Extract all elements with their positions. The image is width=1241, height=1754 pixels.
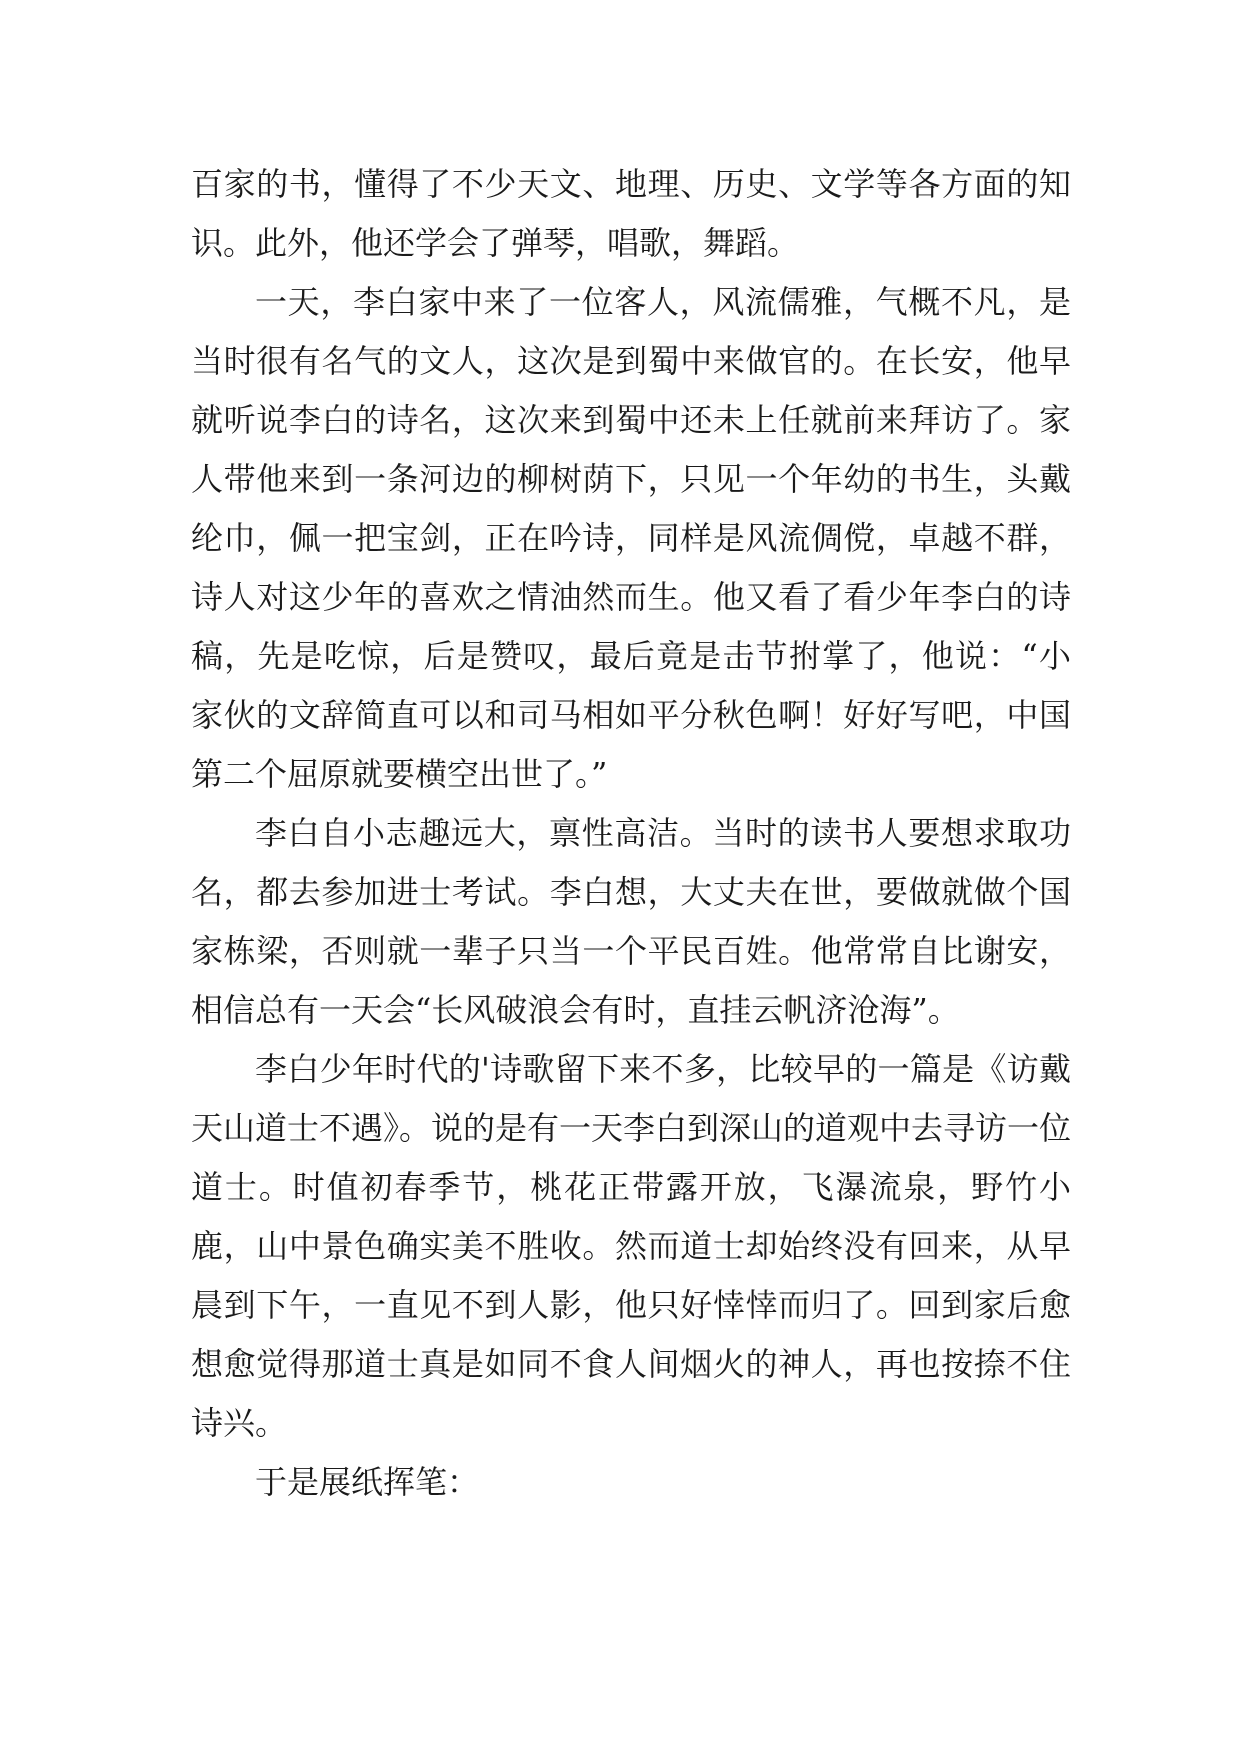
paragraph-3: 李白自小志趣远大，禀性高洁。当时的读书人要想求取功名，都去参加进士考试。李白想，大丈夫在世，要做就做个国家栋梁，否则就一辈子只当一个平民百姓。他常常自比谢安，相信总有一天会“长风破浪会有时，直挂云帆济沧海”。 bbox=[191, 814, 1071, 1029]
paragraph-4: 李白少年时代的'诗歌留下来不多，比较早的一篇是《访戴天山道士不遇》。说的是有一天李白到深山的道观中去寻访一位道士。时值初春季节，桃花正带露开放，飞瀑流泉，野竹小鹿，山中景色确实美不胜收。然而道士却始终没有回来，从早晨到下午，一直见不到人影，他只好悻悻而归了。回到家后愈想愈觉得那道士真是如同不食人间烟火的神人，再也按捺不住诗兴。 bbox=[191, 1050, 1072, 1442]
document-body bbox=[191, 155, 1071, 1512]
paragraph-2: 一天，李白家中来了一位客人，风流儒雅，气概不凡，是当时很有名气的文人，这次是到蜀中来做官的。在长安，他早就听说李白的诗名，这次来到蜀中还未上任就前来拜访了。家人带他来到一条河边的柳树荫下，只见一个年幼的书生，头戴纶巾，佩一把宝剑，正在吟诗，同样是风流倜傥，卓越不群，诗人对这少年的喜欢之情油然而生。他又看了看少年李白的诗稿，先是吃惊，后是赞叹，最后竟是击节拊掌了，他说：“小家伙的文辞简直可以和司马相如平分秋色啊！好好写吧，中国第二个屈原就要横空出世了。” bbox=[191, 283, 1071, 793]
paragraph-5: 于是展纸挥笔： bbox=[255, 1463, 480, 1501]
paragraph-1: 百家的书，懂得了不少天文、地理、历史、文学等各方面的知识。此外，他还学会了弹琴，唱歌，舞蹈。 bbox=[191, 165, 1071, 262]
